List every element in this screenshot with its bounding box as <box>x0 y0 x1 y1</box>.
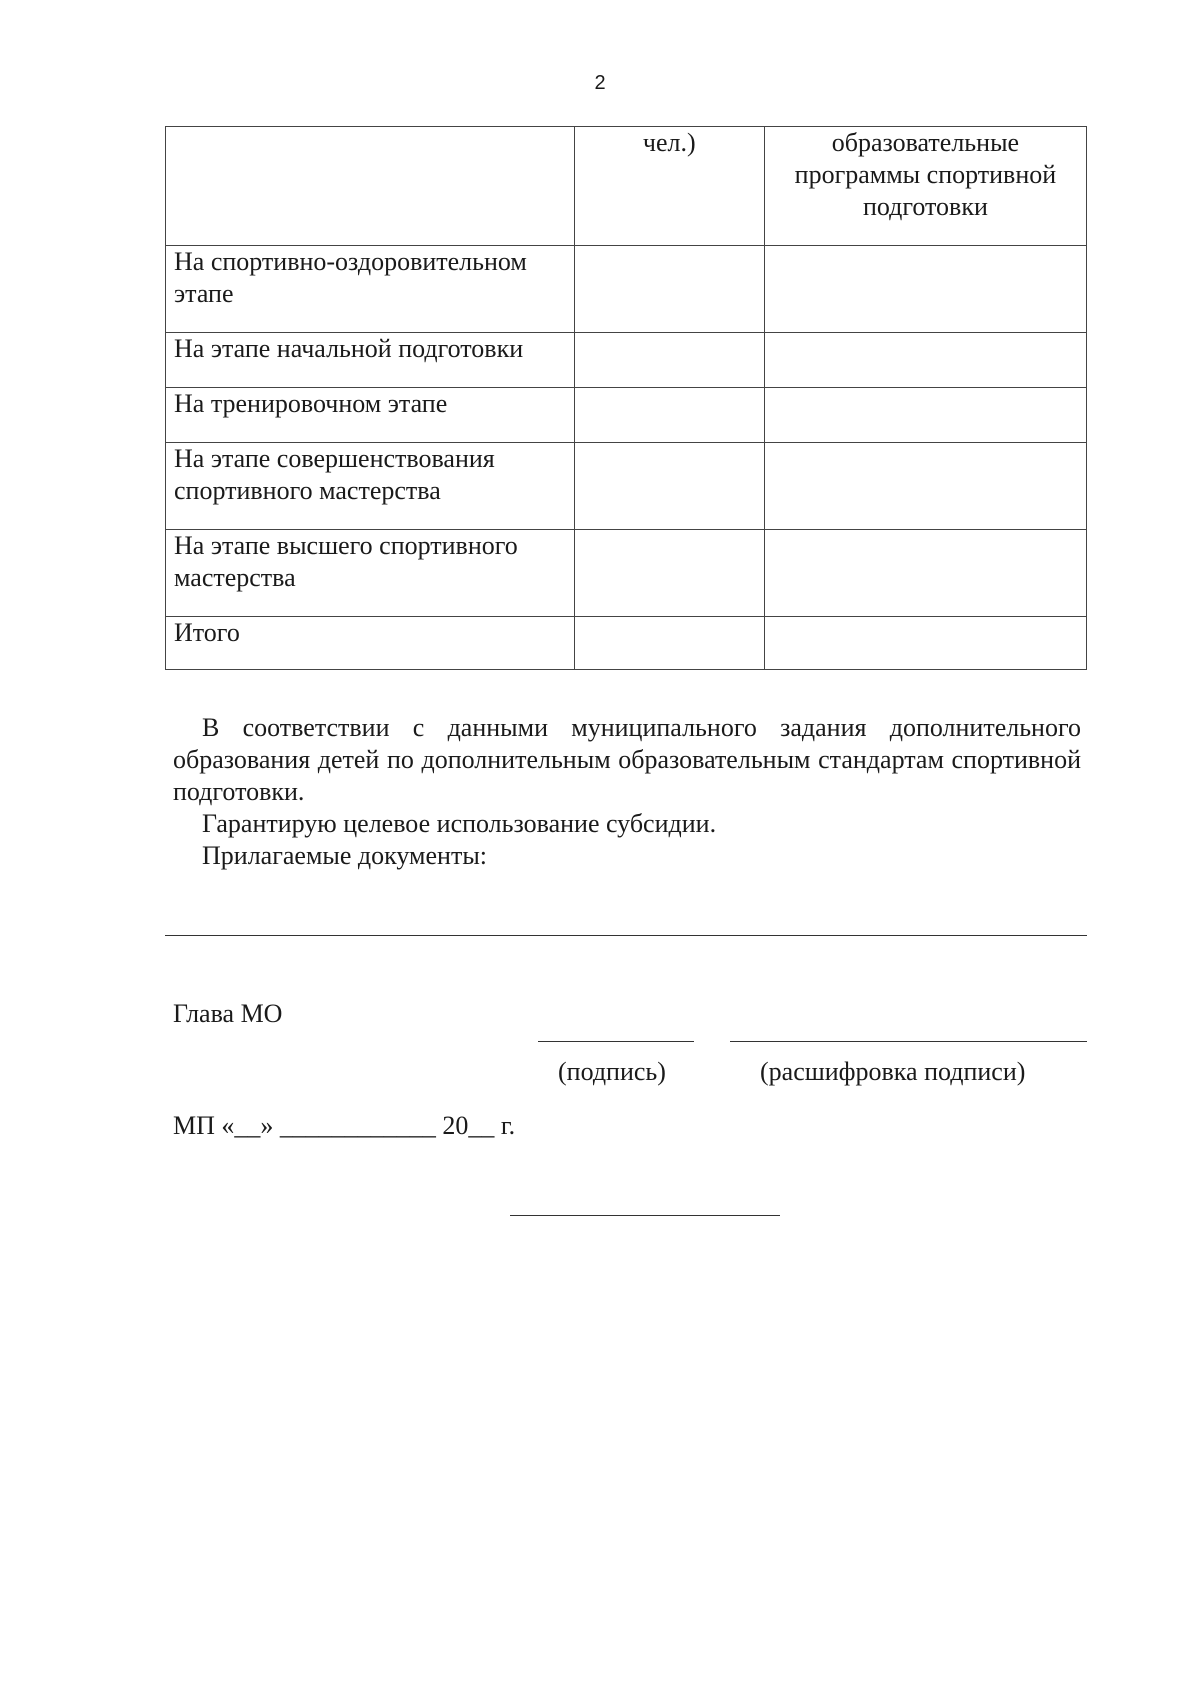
table-header-cell: чел.) <box>574 127 764 246</box>
table-row <box>166 388 1087 443</box>
table-cell-stage: На тренировочном этапе <box>166 388 575 443</box>
paragraph-municipal-task: В соответствии с данными муниципального задания дополнительного образования детей по дополнительным образовательным стандартам спортивной подготовки. <box>173 713 1081 806</box>
table-cell-stage: На этапе совершенствования спортивного мастерства <box>166 443 575 530</box>
table-cell <box>764 443 1086 530</box>
signature-blank-line <box>538 1041 694 1042</box>
documents-blank-line <box>165 935 1087 936</box>
table-row <box>166 443 1087 530</box>
head-of-mo-label: Глава МО <box>173 999 283 1028</box>
table-cell <box>574 246 764 333</box>
table-cell-stage: На этапе высшего спортивного мастерства <box>166 530 575 617</box>
table-row <box>166 333 1087 388</box>
table-row <box>166 530 1087 617</box>
table-row <box>166 246 1087 333</box>
table-cell <box>574 388 764 443</box>
table-cell-stage: На спортивно-оздоровительном этапе <box>166 246 575 333</box>
paragraph-attached-documents: Прилагаемые документы: <box>202 841 488 870</box>
table-cell <box>574 333 764 388</box>
table-header-cell <box>166 127 575 246</box>
table-cell-stage: На этапе начальной подготовки <box>166 333 575 388</box>
table-cell-stage: Итого <box>166 617 575 670</box>
stages-table <box>165 126 1087 670</box>
table-cell <box>574 443 764 530</box>
paragraph-guarantee: Гарантирую целевое использование субсидии. <box>202 809 717 838</box>
stamp-date-line: МП «__» ____________ 20__ г. <box>173 1111 516 1140</box>
table-row-total <box>166 617 1087 670</box>
signature-decode-blank-line <box>730 1041 1087 1042</box>
table-cell <box>764 246 1086 333</box>
page-number: 2 <box>594 72 606 94</box>
table-cell <box>764 388 1086 443</box>
signature-decode-caption: (расшифровка подписи) <box>760 1057 1026 1086</box>
table-header-row <box>166 127 1087 246</box>
table-cell <box>574 617 764 670</box>
table-cell <box>764 617 1086 670</box>
table-cell <box>764 530 1086 617</box>
table-cell <box>574 530 764 617</box>
bottom-blank-line <box>510 1215 780 1216</box>
table-cell <box>764 333 1086 388</box>
signature-caption: (подпись) <box>558 1057 666 1086</box>
table-header-cell: образовательные программы спортивной подготовки <box>764 127 1086 246</box>
